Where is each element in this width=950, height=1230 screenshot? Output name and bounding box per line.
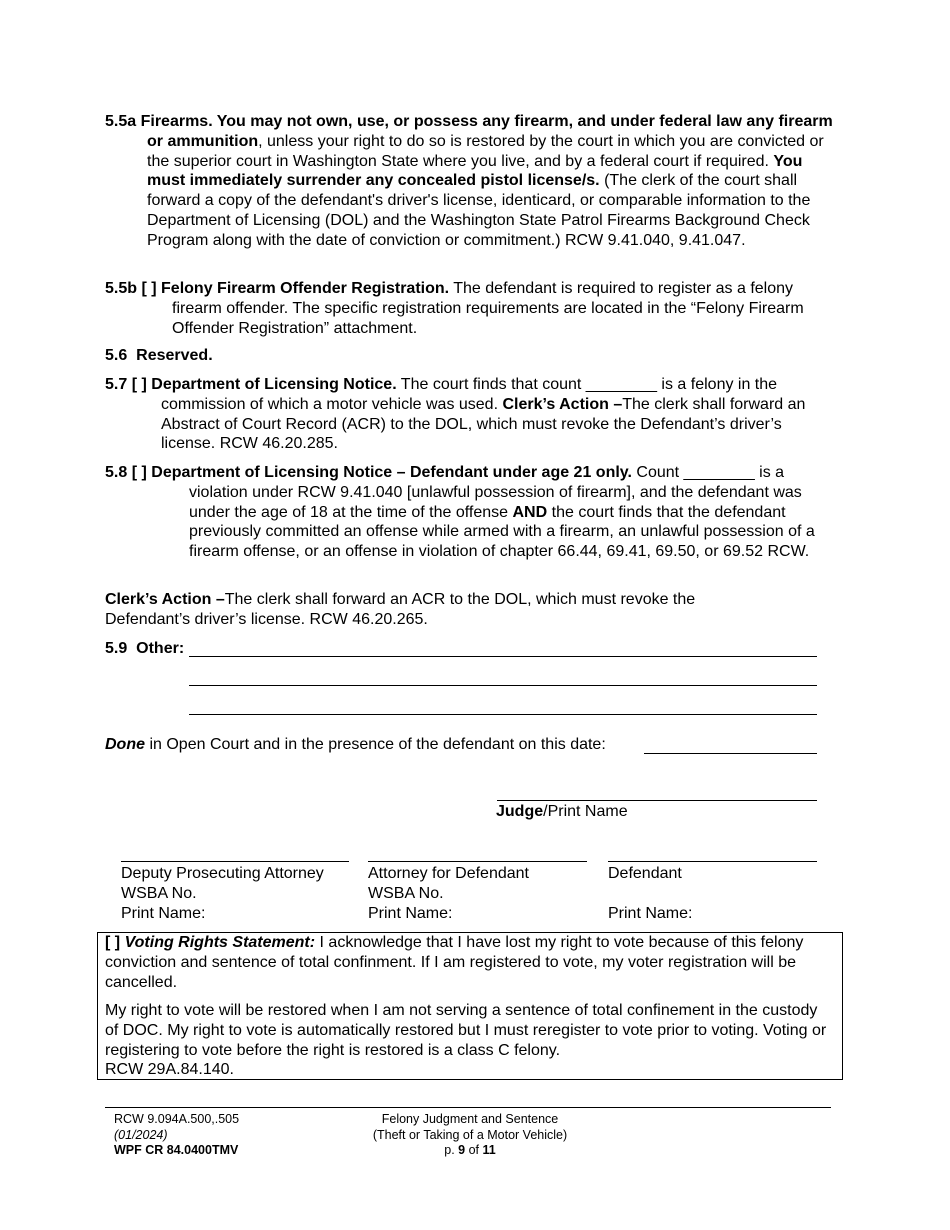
signer-print-name: Print Name: [608, 904, 693, 922]
footer-center [330, 1112, 610, 1159]
done-statement [105, 735, 833, 755]
voting-rights-title: Voting Rights Statement: [124, 934, 316, 951]
checkbox[interactable]: [ ] [141, 280, 157, 297]
signer-wsba: WSBA No. [368, 884, 444, 902]
voting-rights-rcw: RCW 29A.84.140. [105, 1061, 234, 1079]
done-label: Done [105, 736, 145, 753]
section-text-1: Count ________ is a violation under RCW 9.41.040 [unlawful possession of firearm], and the defendant was under the age of 18 at the time of the offense [189, 464, 802, 521]
footer-rcw: RCW 9.094A.500,.505 [114, 1112, 240, 1126]
signer-defense-attorney [368, 864, 598, 923]
section-title: Department of Licensing Notice. [151, 376, 397, 393]
section-title: Felony Firearm Offender Registration. [161, 280, 450, 297]
section-num: 5.8 [105, 464, 128, 481]
clerk-action-label: Clerk’s Action – [502, 395, 623, 413]
judge-bold: Judge [496, 803, 544, 820]
section-title: Department of Licensing Notice – Defendant under age 21 only. [151, 464, 632, 481]
checkbox[interactable]: [ ] [105, 934, 121, 951]
defense-signature-line[interactable] [368, 861, 587, 862]
prosecutor-signature-line[interactable] [121, 861, 349, 862]
other-line-3[interactable] [189, 714, 817, 715]
footer-title: Felony Judgment and Sentence [381, 1112, 559, 1126]
section-text-2: The clerk shall forward an Abstract of Court Record (ACR) to the DOL, which must revoke the Defendant’s driver’s license. RCW 46.20.285. [161, 395, 806, 453]
section-text-2: the court finds that the defendant previously committed an offense while armed with a firearm, an unlawful possession of a firearm offense, or an offense in violation of chapter 66.44, 69.41, 69.50, or 69.52 RCW. [189, 503, 815, 561]
section-5-6 [105, 346, 833, 366]
section-5-8 [105, 463, 833, 562]
other-line-2[interactable] [189, 685, 817, 686]
voting-rights-text-1: I acknowledge that I have lost my right to vote because of this felony conviction and sentence of total confinment. If I am registered to vote, my voter registration will be cancelled. [105, 934, 804, 991]
done-text: in Open Court and in the presence of the defendant on this date: [149, 736, 606, 753]
section-5-5b [105, 279, 833, 338]
defendant-signature-line[interactable] [608, 861, 817, 862]
judge-print-name: /Print Name [543, 803, 628, 820]
section-num: 5.7 [105, 376, 128, 393]
section-5-7 [105, 375, 833, 454]
footer-subtitle: (Theft or Taking of a Motor Vehicle) [372, 1127, 568, 1142]
signer-prosecutor [121, 864, 361, 923]
voting-rights-p1 [105, 933, 830, 992]
section-title: Reserved. [136, 347, 213, 364]
firearms-heading: Firearms. You may not own, use, or possess any firearm, and under federal law any [140, 113, 774, 130]
footer-page-number: p. 9 of 11 [444, 1143, 496, 1157]
clerk-action-text: The clerk shall forward an ACR to the DOL, which must revoke the Defendant’s driver’s license. RCW 46.20.265. [105, 591, 696, 628]
signer-title: Attorney for Defendant [368, 865, 529, 882]
signer-title: Deputy Prosecuting Attorney [121, 865, 324, 882]
section-num: 5.6 [105, 347, 128, 364]
signer-defendant [608, 864, 828, 923]
firearms-text-1: , unless your right to do so is restored by the court in which you are convicted or the superior court in Washington State where you live, and by a federal court if required. [147, 132, 824, 170]
checkbox[interactable]: [ ] [131, 464, 147, 481]
voting-rights-p2 [105, 1001, 830, 1080]
section-title: Other: [136, 640, 185, 657]
signer-print-name: Print Name: [121, 904, 206, 922]
footer-form-number: WPF CR 84.0400TMV [114, 1143, 239, 1157]
other-line-1[interactable] [189, 656, 817, 657]
section-5-5a [105, 112, 833, 251]
voting-rights-text-2: My right to vote will be restored when I am not serving a sentence of total confinement in the custody of DOC. My right to vote is automatically restored but I must reregister to vote prior to voting. Voting or registering to vote before the right is restored is a class C felony. [105, 1002, 827, 1059]
footer-rule [105, 1107, 831, 1108]
judge-signature-line[interactable] [497, 800, 817, 801]
section-num: 5.9 [105, 640, 128, 657]
surrender-license-text: You must immediately surrender any concealed pistol license/s. [147, 152, 803, 190]
date-line[interactable] [644, 753, 817, 754]
firearms-text-2: (The clerk of the court shall forward a copy of the defendant's driver's license, identicard, or comparable information to the Department of Licensing (DOL) and the Washington State Patrol Firearms Background Check Program along with the date of conviction or commitment.) RCW 9.41.040, 9.41.047. [147, 172, 811, 249]
section-num: 5.5a [105, 113, 137, 130]
judge-label [496, 802, 628, 822]
checkbox[interactable]: [ ] [131, 376, 147, 393]
signer-wsba [608, 884, 828, 904]
clerk-action-label: Clerk’s Action – [105, 591, 225, 608]
clerk-action [105, 590, 765, 630]
footer-left [114, 1112, 239, 1159]
section-text-1: The court finds that count ________ is a felony in the commission of which a motor vehicle was used. [161, 376, 778, 413]
signer-wsba: WSBA No. [121, 884, 197, 902]
signer-title: Defendant [608, 865, 682, 882]
voting-rights-box [97, 932, 843, 1080]
footer-date: (01/2024) [114, 1127, 168, 1142]
and-text: AND [512, 503, 548, 521]
firearms-bold-2: firearm or ammunition [147, 113, 833, 150]
signer-print-name: Print Name: [368, 904, 453, 922]
section-num: 5.5b [105, 280, 138, 297]
section-text: The defendant is required to register as a felony firearm offender. The specific registration requirements are located in the “Felony Firearm Offender Registration” attachment. [172, 280, 804, 337]
